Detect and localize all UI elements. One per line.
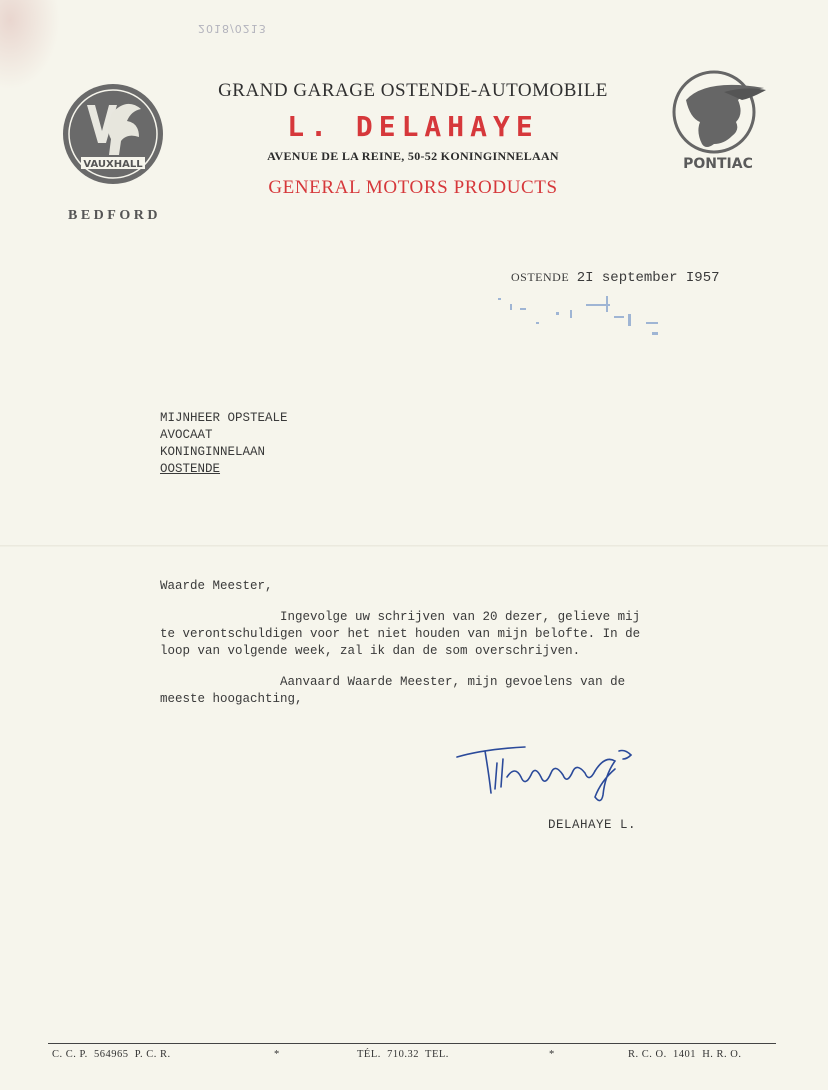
vauxhall-logo-icon	[57, 83, 169, 185]
recipient-line: KONINGINNELAAN	[160, 445, 266, 459]
letter-date	[511, 270, 720, 286]
recipient-line: AVOCAAT	[160, 428, 213, 442]
ink-stamp-icon	[496, 290, 676, 345]
footer-rco: R. C. O. 1401 H. R. O.	[628, 1049, 742, 1060]
footer-tel: TÉL. 710.32 TEL.	[357, 1049, 449, 1060]
paper-fold	[0, 545, 828, 547]
body-line: Aanvaard Waarde Meester, mijn gevoelens van de	[160, 675, 626, 689]
bedford-brand: BEDFORD	[68, 208, 161, 223]
vauxhall-logo-text: VAUXHALL	[83, 159, 143, 170]
letter-body	[160, 578, 740, 708]
body-line: te verontschuldigen voor het niet houden van mijn belofte. In de	[160, 627, 641, 641]
handwritten-signature	[455, 735, 675, 805]
footer-separator: *	[549, 1049, 555, 1060]
footer-ccp: C. C. P. 564965 P. C. R.	[52, 1049, 171, 1060]
owner-name: L. DELAHAYE	[287, 110, 539, 143]
date-text: 2I september I957	[576, 270, 720, 286]
company-name: GRAND GARAGE OSTENDE-AUTOMOBILE	[218, 80, 608, 101]
recipient-line: MIJNHEER OPSTEALE	[160, 411, 288, 425]
salutation: Waarde Meester,	[160, 579, 273, 593]
footer-rule	[48, 1043, 776, 1044]
company-tagline: GENERAL MOTORS PRODUCTS	[268, 177, 558, 198]
company-address: AVENUE DE LA REINE, 50-52 KONINGINNELAAN	[267, 149, 559, 163]
body-line: meeste hoogachting,	[160, 692, 303, 706]
body-line: loop van volgende week, zal ik dan de som overschrijven.	[160, 644, 581, 658]
recipient-address	[160, 410, 288, 478]
signer-name: DELAHAYE L.	[548, 818, 637, 832]
pencil-note: 2018/0213	[198, 22, 267, 35]
body-line: Ingevolge uw schrijven van 20 dezer, gelieve mij	[160, 610, 641, 624]
paper-stain	[0, 0, 60, 90]
footer-separator: *	[274, 1049, 280, 1060]
pontiac-logo-text: PONTIAC	[683, 156, 753, 172]
recipient-city: OOSTENDE	[160, 462, 221, 476]
date-city: OSTENDE	[511, 270, 570, 284]
